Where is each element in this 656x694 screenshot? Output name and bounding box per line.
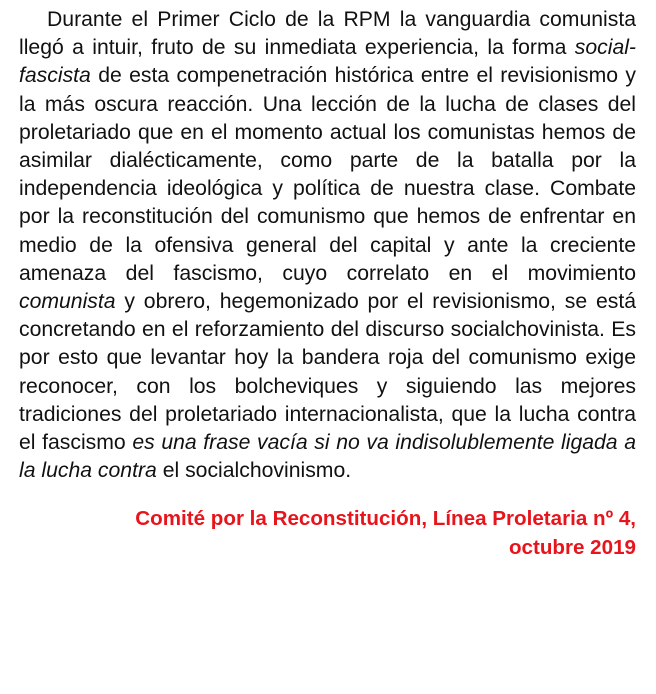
text-segment: de esta compenetración histórica entre el revisionismo y la más oscura reacción. Una lección de la lucha de clases del proletariado que en el momento actual los comunistas hemos de asimilar dialécticamente, como parte de la batalla por la independencia ideológica y política de nuestra clase. Combate por la reconstitución del comunismo que hemos de enfrentar en medio de la ofensiva general del capital y ante la creciente amenaza del fascismo, cuyo correlato en el movimiento bbox=[19, 64, 636, 285]
text-segment: el socialchovinismo. bbox=[156, 459, 352, 483]
source-signature bbox=[19, 505, 636, 562]
signature-line-source: Comité por la Reconstitución, Línea Proletaria nº 4, bbox=[135, 507, 636, 531]
article-paragraph bbox=[19, 6, 636, 485]
italic-segment: comunista bbox=[19, 290, 116, 314]
signature-line-date: octubre 2019 bbox=[508, 536, 636, 560]
text-segment: Durante el Primer Ciclo de la RPM la vanguardia comunista llegó a intuir, fruto de su inmediata experiencia, la forma bbox=[19, 8, 636, 60]
italic-segment: es una frase vacía si no va indisolublemente ligada a la lucha contra bbox=[19, 431, 636, 483]
text-segment: y obrero, hegemonizado por el revisionismo, se está concretando en el reforzamiento del discurso socialchovinista. Es por esto que levantar hoy la bandera roja del comunismo exige reconocer, con los bolcheviques y siguiendo las mejores tradiciones del proletariado internacionalista, que la lucha contra el fascismo bbox=[19, 290, 636, 455]
italic-segment: social-fascista bbox=[19, 36, 636, 88]
